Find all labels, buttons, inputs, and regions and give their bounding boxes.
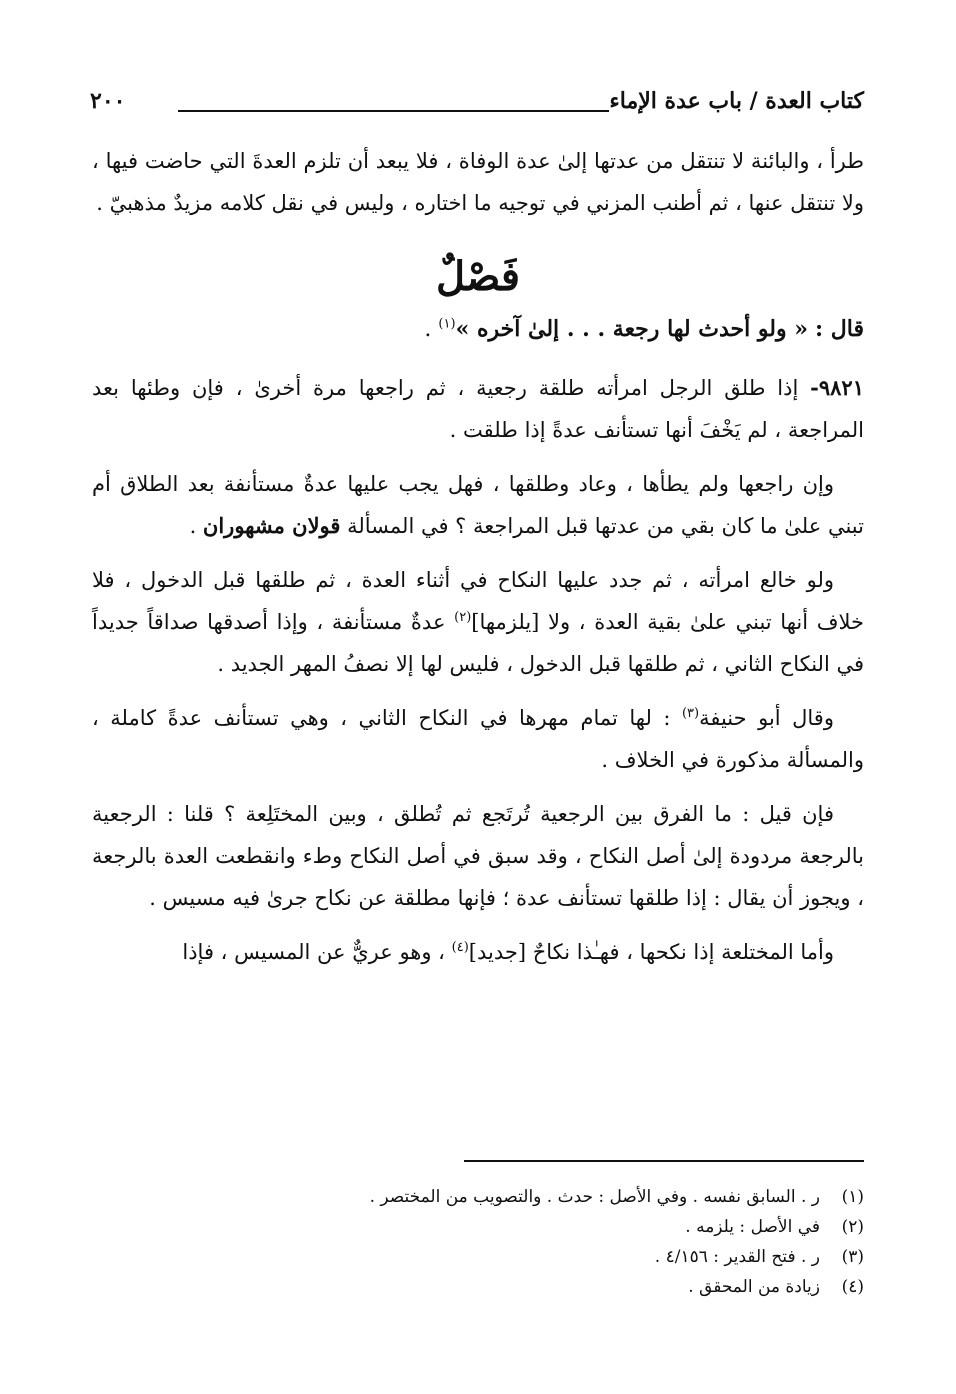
paragraph-text-cont: ، وهو عريٌّ عن المسيس ، فإذا bbox=[182, 940, 452, 964]
header-rule bbox=[178, 110, 609, 112]
paragraph-continued: طرأ ، والبائنة لا تنتقل من عدتها إلىٰ عدة الوفاة ، فلا يبعد أن تلزم العدةَ التي حاضت فيها ، ولا تنتقل عنها ، ثم أطنب المزني في توجيه ما اختاره ، وليس في نقل كلامه مزيدٌ مذهبيّ . bbox=[92, 149, 864, 215]
qal-end: . bbox=[424, 317, 439, 342]
quoted-text: « ولو أحدث لها رجعة . . . إلىٰ آخره » bbox=[455, 316, 809, 342]
qal-label: قال : bbox=[815, 316, 864, 342]
paragraph-abu-hanifa bbox=[92, 697, 864, 781]
main-text bbox=[92, 140, 864, 973]
footnote-text: ر . فتح القدير : ٤/١٥٦ . bbox=[654, 1247, 820, 1267]
paragraph-text: ولو خالع امرأته ، ثم جدد عليها النكاح في أثناء العدة ، ثم طلقها قبل الدخول ، فلا خلاف أنها تبني علىٰ بقية العدة ، ولا [يلزمها] bbox=[92, 568, 864, 634]
footnote bbox=[92, 1242, 864, 1272]
paragraph-raja bbox=[92, 463, 864, 547]
footnote-number: (٤) bbox=[841, 1277, 864, 1297]
paragraph-number: ٩٨٢١- bbox=[810, 375, 864, 400]
footnote-ref-1: (١) bbox=[438, 316, 456, 332]
paragraph-text: وأما المختلعة إذا نكحها ، فهـٰذا نكاحٌ [جديد] bbox=[468, 940, 834, 964]
paragraph-question: فإن قيل : ما الفرق بين الرجعية تُرتَجع ثم تُطلق ، وبين المختَلِعة ؟ قلنا : الرجعية بالرجعة مردودة إلىٰ أصل النكاح ، وقد سبق في أصل النكاح وطء وانقطعت العدة بالرجعة ، ويجوز أن يقال : إذا طلقها تستأنف عدة ؛ فإنها مطلقة عن نكاح جرىٰ فيه مسيس . bbox=[92, 802, 864, 910]
page-number: ٢٠٠ bbox=[90, 88, 126, 114]
header-title: كتاب العدة / باب عدة الإماء bbox=[609, 88, 864, 114]
footnote-text: في الأصل : يلزمه . bbox=[685, 1217, 820, 1237]
footnote-number: (١) bbox=[841, 1187, 864, 1207]
footnote-ref-3: (٣) bbox=[681, 706, 700, 721]
paragraph-text: وقال أبو حنيفة bbox=[699, 706, 834, 730]
footnote bbox=[92, 1182, 864, 1212]
footnote-ref-4: (٤) bbox=[451, 940, 469, 955]
footnote bbox=[92, 1212, 864, 1242]
footnote-text: ر . السابق نفسه . وفي الأصل : حدث . والتصويب من المختصر . bbox=[369, 1187, 820, 1207]
paragraph-text-cont: : لها تمام مهرها في النكاح الثاني ، وهي تستأنف عدةً كاملة ، والمسألة مذكورة في الخلاف . bbox=[92, 706, 864, 772]
section-heading-fasl: فَصْلٌ bbox=[435, 253, 521, 300]
footnote-number: (٢) bbox=[841, 1217, 864, 1237]
footnote-ref-2: (٢) bbox=[454, 610, 472, 625]
paragraph-text: وإن راجعها ولم يطأها ، وعاد وطلقها ، فهل يجب عليها عدةٌ مستأنفة بعد الطلاق أم تبني علىٰ ما كان بقي من عدتها قبل المراجعة ؟ في المسألة bbox=[92, 472, 864, 538]
footnote-separator bbox=[464, 1160, 864, 1162]
footnotes bbox=[92, 1182, 864, 1302]
paragraph-mukhtalia bbox=[92, 931, 864, 973]
footnote-number: (٣) bbox=[841, 1247, 864, 1267]
paragraph-9821 bbox=[92, 367, 864, 451]
footnote-text: زيادة من المحقق . bbox=[688, 1277, 820, 1297]
paragraph-end: . bbox=[189, 514, 203, 538]
paragraph-text-cont: عدةٌ مستأنفة ، وإذا أصدقها صداقاً جديداً في النكاح الثاني ، ثم طلقها قبل الدخول ، فليس لها إلا نصفُ المهر الجديد . bbox=[92, 610, 864, 676]
bold-phrase: قولان مشهوران bbox=[202, 513, 341, 538]
running-header bbox=[90, 88, 864, 122]
quoted-text-line bbox=[92, 306, 864, 353]
footnote bbox=[92, 1272, 864, 1302]
paragraph-khula bbox=[92, 559, 864, 685]
paragraph-text: إذا طلق الرجل امرأته طلقة رجعية ، ثم راجعها مرة أخرىٰ ، فإن وطئها بعد المراجعة ، لم يَخْفَ أنها تستأنف عدةً إذا طلقت . bbox=[92, 376, 864, 442]
